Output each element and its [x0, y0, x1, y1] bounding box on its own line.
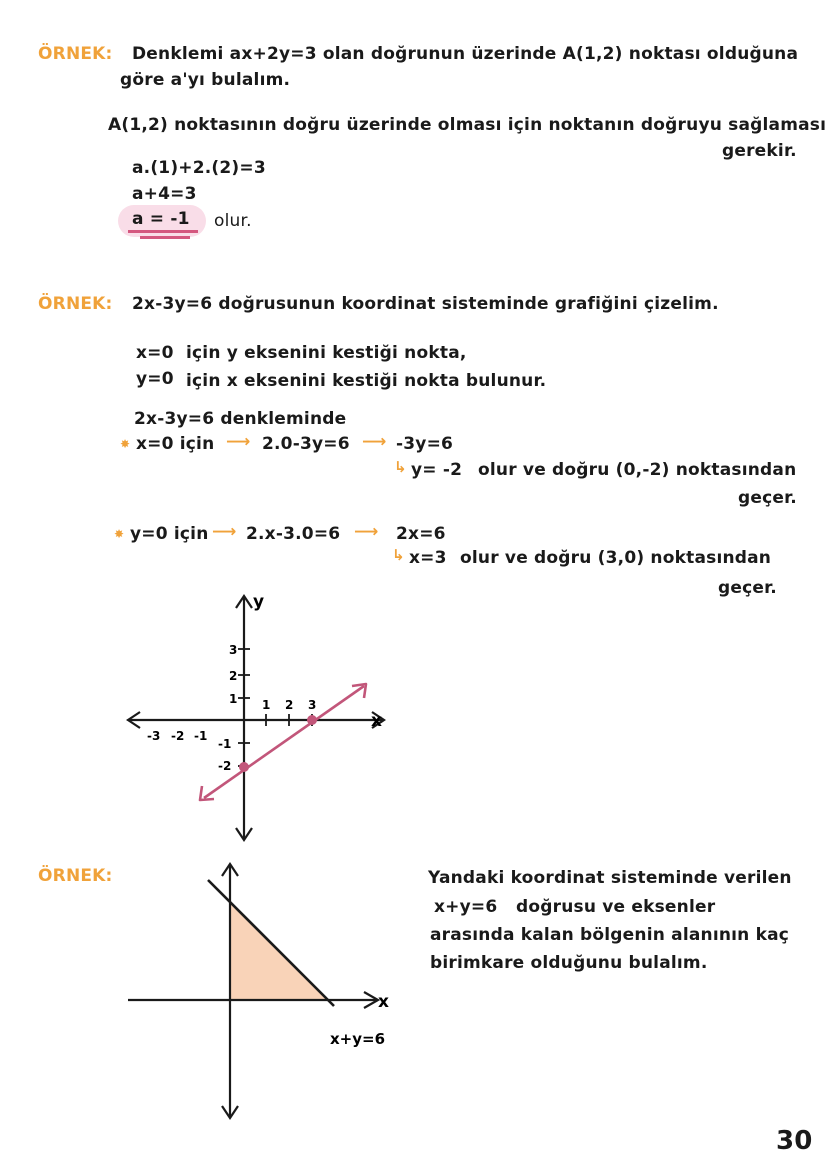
arrow-return-icon: ↳	[394, 458, 407, 476]
ex1-step2: a+4=3	[132, 184, 197, 204]
graph2-x-label: x	[378, 992, 389, 1012]
y-tick-label: 1	[229, 692, 238, 706]
intercept-point	[239, 762, 249, 772]
ex3-text2-eq: x+y=6	[434, 897, 498, 917]
x-tick-label: -3	[147, 729, 161, 743]
coordinate-graph-1	[120, 588, 400, 848]
ex2-case1-result: y= -2	[411, 460, 463, 480]
example-label: ÖRNEK:	[38, 866, 113, 886]
x-tick-label: -1	[194, 729, 208, 743]
graph1-x-label: x	[371, 711, 382, 731]
ex1-line1: Denklemi ax+2y=3 olan doğrunun üzerinde A(1,2) noktası olduğuna	[132, 44, 799, 64]
ex2-intro: 2x-3y=6 doğrusunun koordinat sisteminde grafiğini çizelim.	[132, 294, 719, 314]
ex1-step1: a.(1)+2.(2)=3	[132, 158, 266, 178]
ex1-result: a = -1	[132, 209, 190, 229]
coordinate-graph-2	[120, 856, 400, 1126]
ex2-case2-result-text: olur ve doğru (3,0) noktasından	[460, 548, 772, 568]
arrow-return-icon: ↳	[392, 546, 405, 564]
graph1-y-label: y	[253, 592, 265, 612]
arrow-right-icon: ⟶	[354, 522, 377, 542]
ex3-text1: Yandaki koordinat sisteminde verilen	[428, 868, 792, 888]
intercept-point	[307, 715, 317, 725]
ex2-case2-result: x=3	[409, 548, 447, 568]
example-label: ÖRNEK:	[38, 294, 113, 314]
bullet-icon: ✸	[114, 527, 125, 541]
ex3-text4: birimkare olduğunu bulalım.	[430, 953, 708, 973]
y-tick-label: 3	[229, 643, 238, 657]
page-number: 30	[776, 1126, 813, 1156]
ex2-case1-cont: geçer.	[738, 488, 797, 508]
ex2-case1-end: -3y=6	[396, 434, 454, 454]
y-tick-label: -1	[218, 737, 232, 751]
ex1-result-suffix: olur.	[214, 211, 252, 231]
ex2-case2-cont: geçer.	[718, 578, 777, 598]
example-label: ÖRNEK:	[38, 44, 113, 64]
ex2-rule2-eq: y=0	[136, 369, 174, 389]
arrow-right-icon: ⟶	[362, 432, 387, 452]
graph2-line-label: x+y=6	[330, 1030, 386, 1048]
ex1-line3: A(1,2) noktasının doğru üzerinde olması için noktanın doğruyu sağlaması	[108, 115, 827, 135]
ex1-line4: gerekir.	[722, 141, 797, 161]
result-underline-2	[140, 236, 190, 239]
ex2-case1-start: x=0 için	[136, 434, 215, 454]
result-underline	[128, 230, 198, 233]
y-tick-label: 2	[229, 669, 238, 683]
ex2-case1-result-text: olur ve doğru (0,-2) noktasından	[478, 460, 797, 480]
ex2-case2-mid: 2.x-3.0=6	[246, 524, 341, 544]
arrow-right-icon: ⟶	[212, 522, 237, 542]
x-tick-label: 1	[262, 698, 271, 712]
ex2-rule2-text: için x eksenini kestiği nokta bulunur.	[186, 371, 547, 391]
x-tick-label: -2	[171, 729, 185, 743]
ex2-case2-end: 2x=6	[396, 524, 446, 544]
x-tick-label: 2	[285, 698, 294, 712]
ex2-case2-start: y=0 için	[130, 524, 209, 544]
ex3-text3: arasında kalan bölgenin alanının kaç	[430, 925, 790, 945]
ex2-case1-mid: 2.0-3y=6	[262, 434, 350, 454]
x-tick-label: 3	[308, 698, 317, 712]
bullet-icon: ✸	[120, 437, 131, 451]
ex3-text2: doğrusu ve eksenler	[516, 897, 716, 917]
ex2-eq-line: 2x-3y=6 denkleminde	[134, 409, 347, 429]
ex2-rule1-eq: x=0	[136, 343, 174, 363]
ex1-line2: göre a'yı bulalım.	[120, 70, 291, 90]
y-tick-label: -2	[218, 759, 232, 773]
ex2-rule1-text: için y eksenini kestiği nokta,	[186, 343, 467, 363]
arrow-right-icon: ⟶	[226, 432, 251, 452]
